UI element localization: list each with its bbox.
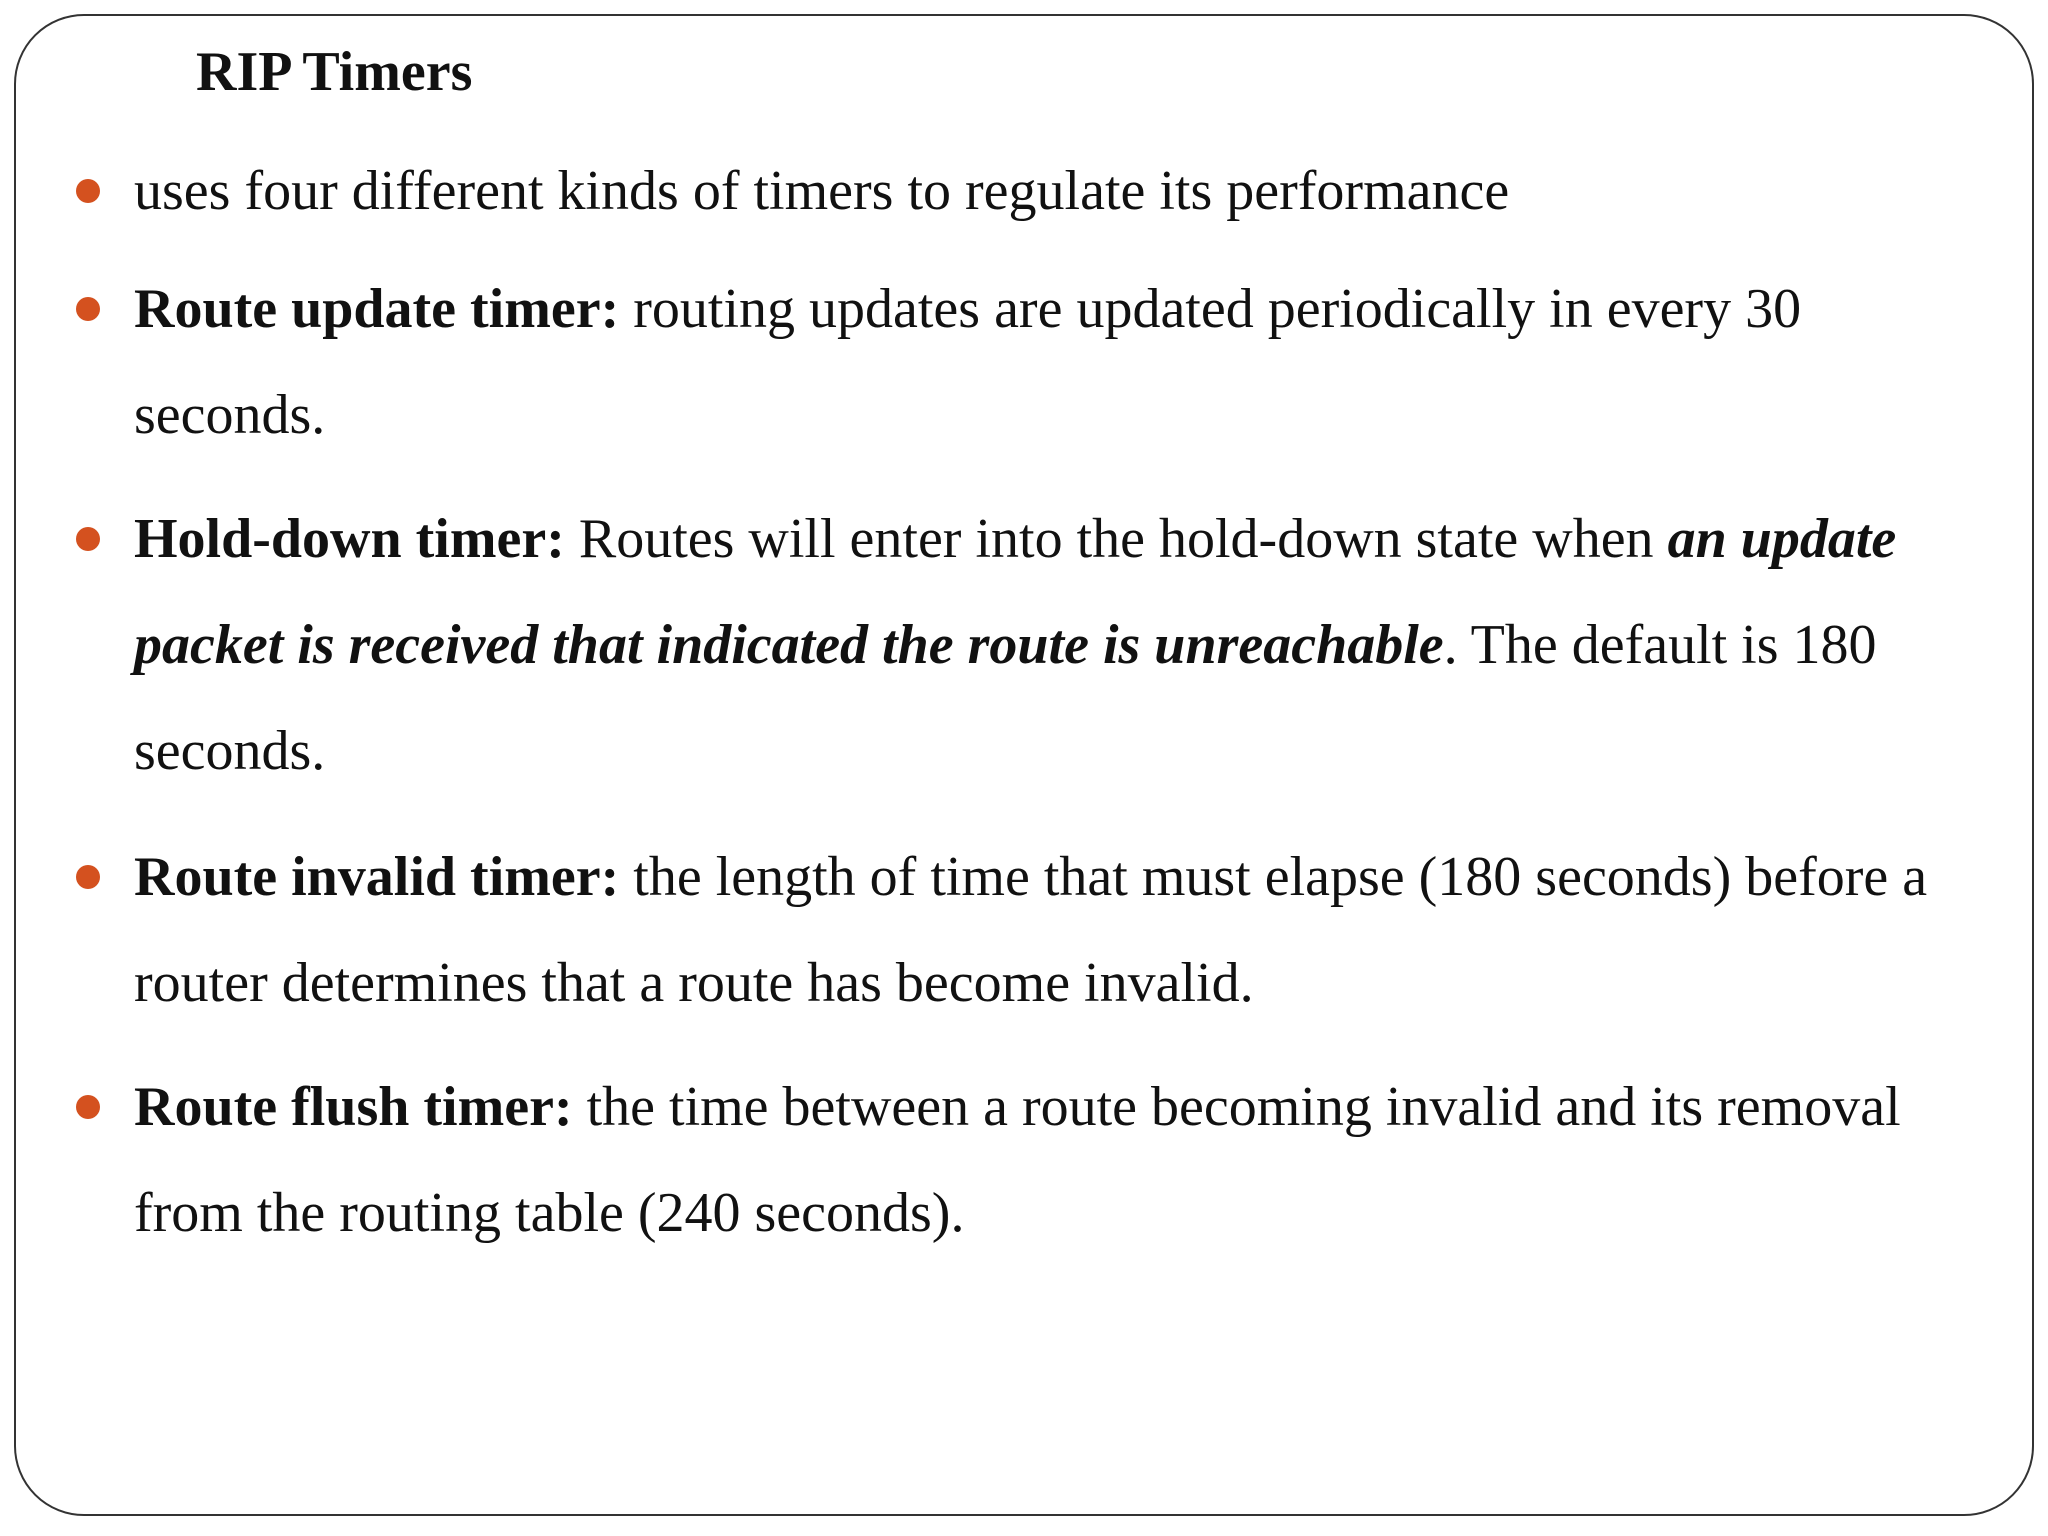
bullet-item [134,824,1974,1036]
bullet-term: Route invalid timer: [134,846,620,908]
bullet-text: Routes will enter into the hold-down state when [564,508,1668,570]
bullet-dot-icon [76,179,100,203]
slide-title: RIP Timers [196,41,473,103]
bullet-dot-icon [76,865,100,889]
bullet-term: Route flush timer: [134,1076,573,1138]
bullet-dot-icon [76,527,100,551]
bullet-item [134,256,1974,468]
bullet-term: Route update timer: [134,278,620,340]
bullet-item [134,486,1974,804]
bullet-dot-icon [76,1095,100,1119]
bullet-text: routing updates are updated periodically in every 30 seconds. [134,278,1802,446]
bullet-dot-icon [76,297,100,321]
bullet-text: uses four different kinds of timers to regulate its performance [134,160,1510,222]
bullet-text: the time between a route becoming invalid and its removal from the routing table (240 seconds). [134,1076,1901,1244]
bullet-item [134,138,1974,244]
bullet-term: Hold-down timer: [134,508,565,570]
bullet-text: the length of time that must elapse (180 seconds) before a router determines that a route has become invalid. [134,846,1928,1014]
bullet-item [134,1054,1974,1266]
bullet-emphasis: an update packet is received that indicated the route is unreachable [134,508,1897,676]
bullet-text-after: . The default is 180 seconds. [134,614,1877,782]
